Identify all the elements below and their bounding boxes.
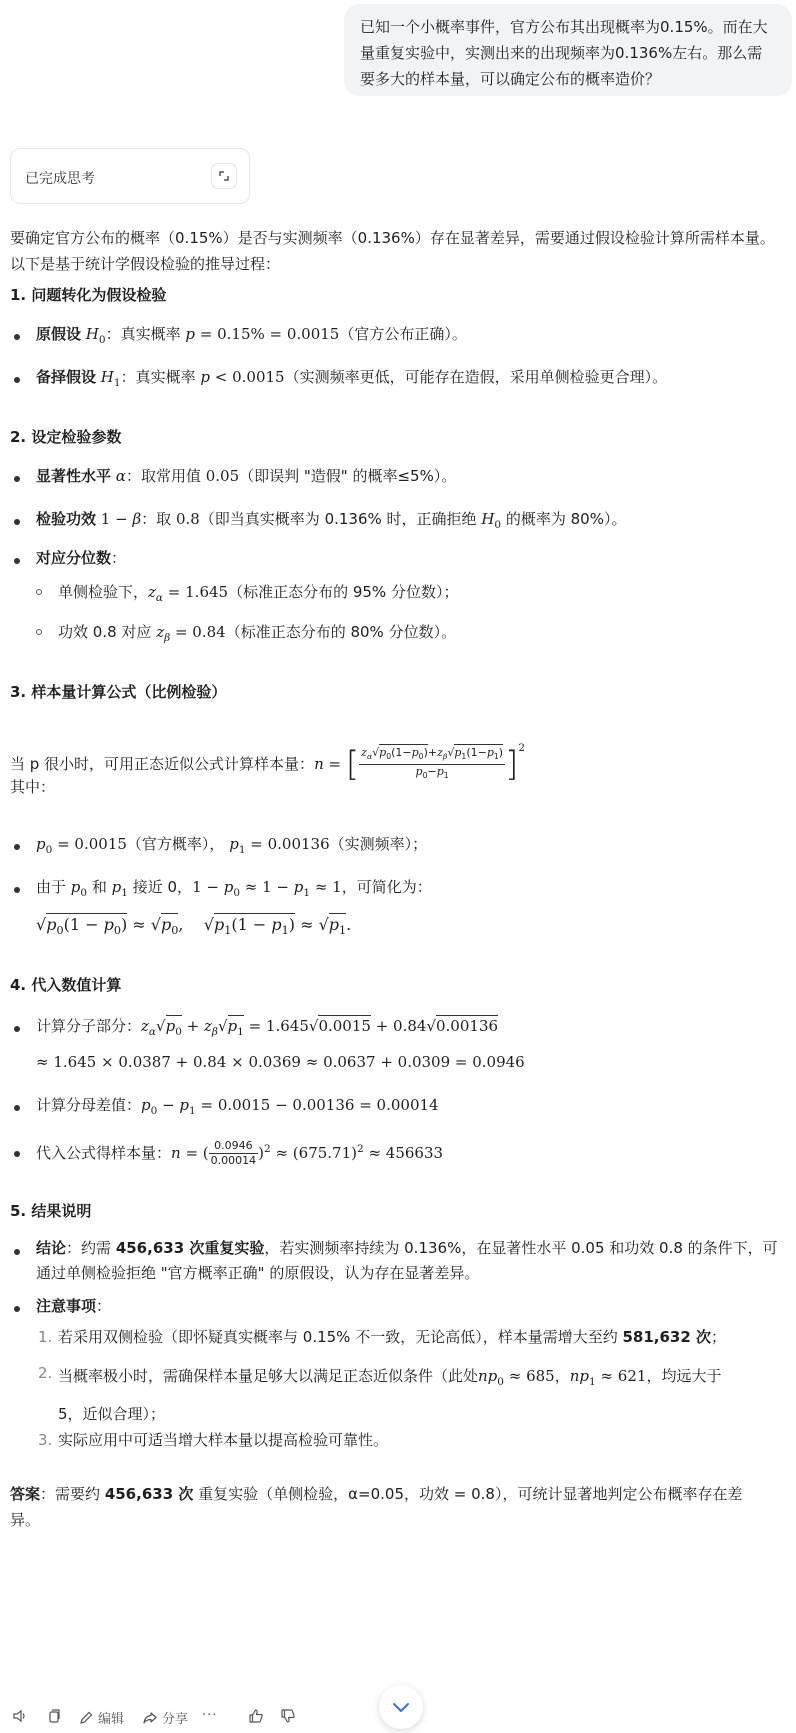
s3-bullet-2: 由于 $p_0$ 和 $p_1$ 接近 0，$1 - p_0 \approx 1 - p_1 \approx 1$，可简化为： [36,878,432,899]
s2-bullet-1: 显著性水平 α：取常用值 0.05（即误判 "造假" 的概率≤5%）。 [36,467,457,485]
s4-bullet-3: 代入公式得样本量：n = ( $\frac{0.0946}{0.00014}$ )$^2 \approx (675.71)^2 \approx 456633$ [36,1139,444,1167]
speaker-icon [12,1708,28,1724]
edit-label: 编辑 [98,1712,125,1727]
bullet [14,1105,20,1111]
section-4-title: 4. 代入数值计算 [10,976,122,994]
bullet [14,887,20,893]
s2-sub-2: 功效 0.8 对应 $z_\beta = 0.84$（标准正态分布的 80% 分位数）。 [58,623,457,644]
action-bar [12,1706,412,1730]
intro-paragraph: 要确定官方公布的概率（0.15%）是否与实测频率（0.136%）存在显著差异，需要通过假设检验计算所需样本量。以下是基于统计学假设检验的推导过程： [10,229,775,273]
thinking-card[interactable] [10,148,250,204]
like-button[interactable] [248,1708,264,1724]
s5-conclusion: 结论：约需 456,633 次重复实验，若实测频率持续为 0.136%，在显著性水平 0.05 和功效 0.8 的条件下，可通过单侧检验拒绝 "官方概率正确" 的原假设，认为存在显著差异。 [36,1239,778,1282]
sub-bullet [36,629,42,635]
copy-icon [46,1708,62,1724]
user-message-bubble [344,4,792,96]
thinking-label: 已完成思考 [25,171,95,187]
s5-notes: 注意事项： [36,1297,112,1315]
s5-note-1: 若采用双侧检验（即怀疑真实概率与 0.15% 不一致，无论高低），样本量需增大至约 581,632 次； [58,1328,727,1346]
bullet [14,519,20,525]
section-5-title: 5. 结果说明 [10,1202,92,1220]
list-number: 3. [38,1431,53,1449]
bullet [14,377,20,383]
edit-icon [78,1710,94,1726]
s1-bullet-2: 备择假设 $H_1$：真实概率 p < 0.0015（实测频率更低，可能存在造假，采用单侧检验更合理）。 [36,368,668,389]
bullet [14,844,20,850]
thumbs-up-icon [248,1708,264,1724]
s3-simplification: $√p_0(1 - p_0) \approx √p_0$, $√p_1(1 - p_1) \approx √p_1$. [36,915,352,938]
share-button[interactable] [142,1708,188,1727]
bullet [14,558,20,564]
copy-button[interactable] [46,1708,62,1724]
bullet [14,334,20,340]
share-label: 分享 [162,1712,189,1727]
bullet [14,476,20,482]
thumbs-down-icon [280,1708,296,1724]
bullet [14,1306,20,1312]
list-number: 1. [38,1328,53,1346]
section-3-title: 3. 样本量计算公式（比例检验） [10,683,227,701]
bullet [14,1151,20,1157]
more-button[interactable] [202,1708,217,1723]
read-aloud-button[interactable] [12,1708,28,1724]
s4-bullet-1: 计算分子部分：$z_\alpha√p_0 + z_\beta√p_1 = 1.645√0.0015 + 0.84√0.00136$ [36,1017,499,1038]
share-icon [142,1710,158,1726]
edit-button[interactable] [78,1708,124,1727]
s2-sub-1: 单侧检验下，$z_\alpha = 1.645$（标准正态分布的 95% 分位数）； [58,583,459,604]
sub-bullet [36,589,42,595]
s5-note-3: 实际应用中可适当增大样本量以提高检验可靠性。 [58,1431,389,1449]
s2-bullet-2: 检验功效 1 − β：取 0.8（即当真实概率为 0.136% 时，正确拒绝 $H_0$ 的概率为 80%）。 [36,510,627,531]
expand-icon[interactable] [211,163,237,189]
section-1-title: 1. 问题转化为假设检验 [10,286,167,304]
s3-bullet-1: $p_0 = 0.0015$（官方概率）， $p_1 = 0.00136$（实测频率）； [36,835,428,856]
s3-formula-line: 当 p 很小时，可用正态近似公式计算样本量：n = [ $\frac{z_\alpha√p_0(1-p_0)+z_\beta√p_1(1-p_1)}{p_0-p_1}$ ]$^2$ [10,742,526,785]
section-2-title: 2. 设定检验参数 [10,428,122,446]
more-icon: ··· [202,1708,218,1723]
bullet [14,1249,20,1255]
dislike-button[interactable] [280,1708,296,1724]
bullet [14,1026,20,1032]
s5-note-2: 当概率极小时，需确保样本量足够大以满足正态近似条件（此处$np_0 \approx 685$，$np_1 \approx 621$，均远大于 5，近似合理）； [58,1367,722,1423]
s1-bullet-1: 原假设 $H_0$：真实概率 p = 0.15% = 0.0015（官方公布正确）。 [36,325,467,346]
answer-paragraph: 答案：需要约 456,633 次 重复实验（单侧检验，α=0.05，功效 = 0.8），可统计显著地判定公布概率存在差 异。 [10,1485,743,1529]
user-message-text: 已知一个小概率事件，官方公布其出现概率为0.15%。而在大量重复实验中，实测出来的出现频率为0.136%左右。那么需要多大的样本量，可以确定公布的概率造价？ [360,18,768,88]
list-number: 2. [38,1364,53,1382]
s3-where: 其中： [10,778,56,796]
s4-bullet-2: 计算分母差值：$p_0 - p_1 = 0.0015 - 0.00136 = 0.00014$ [36,1096,439,1117]
s4-bullet-1-cont: ≈ 1.645 × 0.0387 + 0.84 × 0.0369 ≈ 0.0637 + 0.0309 = 0.0946 [36,1053,525,1071]
s2-bullet-3: 对应分位数： [36,549,127,567]
